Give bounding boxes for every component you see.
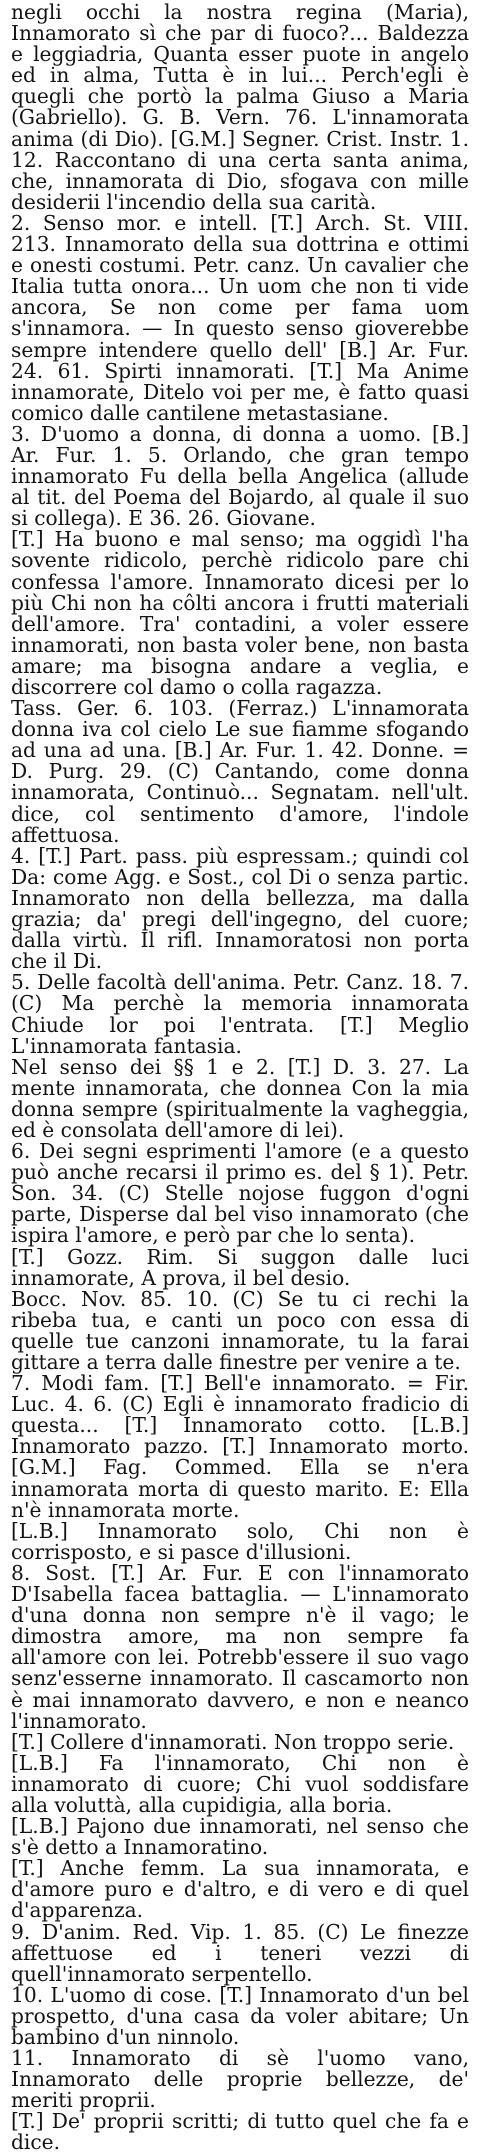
entry-paragraph: 4. [T.] Part. pass. più espressam.; quindi col Da: come Agg. e Sost., col Di o senza partic. Innamorato non della bellezza, ma dalla grazia; da' pregi dell'ingegno, del cuore; dalla virtù. Il rifl. Innamoratosi non porta che il Di. — [11, 843, 469, 974]
entry-paragraph: [T.] Collere d'innamorati. Non troppo serie. — [11, 1729, 455, 1754]
entry-paragraph: 11. Innamorato di sè l'uomo vano, Innamorato delle proprie bellezze, de' meriti proprii. — [11, 2046, 469, 2113]
entry-paragraph: [T.] De' proprii scritti; di tutto quel che fa e dice. — [11, 2109, 469, 2154]
entry-paragraph: [T.] Anche femm. La sua innamorata, e d'amore puro e d'altro, e di vero e di quel d'apparenza. — [11, 1856, 469, 1923]
entry-paragraph: Tass. Ger. 6. 103. (Ferraz.) L'innamorata donna iva col cielo Le sue fiamme sfogando ad una ad una. [B.] Ar. Fur. 1. 42. Donne. = D. Purg. 29. (C) Cantando, come donna innamorata, Continuò... Segnatam. nell'ult. dice, col sentimento d'amore, l'indole affettuosa. — [11, 696, 469, 847]
entry-paragraph: Nel senso dei §§ 1 e 2. [T.] D. 3. 27. La mente innamorata, che donnea Con la mia donna sempre (spiritualmente la vagheggia, ed è consolata dell'amore di lei). — [11, 1054, 469, 1142]
entry-paragraph: [L.B.] Pajono due innamorati, nel senso che s'è detto a Innamoratino. — [11, 1814, 469, 1860]
entry-paragraph: 6. Dei segni esprimenti l'amore (e a questo può anche recarsi il primo es. del § 1). Petr. Son. 34. (C) Stelle nojose fuggon d'ogni parte, Disperse dal bel viso innamorato (che ispira l'amore, e però par che lo senta). — [11, 1139, 469, 1248]
entry-paragraph: negli occhi la nostra regina (Maria), Innamorato sì che par di fuoco?... Baldezza e leggiadria, Quanta esser puote in angelo ed in alma, Tutta è in lui... Perch'egli è quegli che portò la palma Giuso a Maria (Gabriello). G. B. Vern. 76. L'innamorata anima (di Dio). [G.M.] Segner. Crist. Instr. 1. 12. Raccontano di una certa santa anima, che, innamorata di Dio, sfogava con mille desiderii l'incendio della sua carità. — [11, 0, 469, 214]
entry-paragraph: 2. Senso mor. e intell. [T.] Arch. St. VIII. 213. Innamorato della sua dottrina e ottimi e onesti costumi. Petr. canz. Un cavalier che Italia tutta onora... Un uom che non ti vide ancora, Se non come per fama uom s'innamora. — In questo senso gioverebbe sempre intendere quello dell' [B.] Ar. Fur. 24. 61. Spirti innamorati. [T.] Ma Anime innamorate, Ditelo voi per me, è fatto quasi comico dalle cantilene metastasiane. — [11, 210, 469, 425]
entry-paragraph: Bocc. Nov. 85. 10. (C) Se tu ci rechi la ribeba tua, e canti un poco con essa di quelle tue canzoni innamorate, tu la farai gittare a terra dalle finestre per venire a te. — [11, 1286, 469, 1374]
entry-paragraph: [T.] Gozz. Rim. Si suggon dalle luci innamorate, A prova, il bel desio. — [11, 1244, 469, 1290]
entry-paragraph: 8. Sost. [T.] Ar. Fur. E con l'innamorato D'Isabella facea battaglia. — L'innamorato d'una donna non sempre n'è il vago; le dimostra amore, ma non sempre fa all'amore con lei. Potrebb'essere il suo vago senz'esserne innamorato. Il cascamorto non è mai innamorato davvero, e non e neanco l'innamorato. — [11, 1560, 469, 1733]
entry-paragraph: [T.] Ha buono e mal senso; ma oggidì l'ha sovente ridicolo, perchè ridicolo pare chi confessa l'amore. Innamorato dicesi per lo più Chi non ha côlti ancora i frutti materiali dell'amore. Tra' contadini, a voler essere innamorati, non basta voler bene, non basta amare; ma bisogna andare a veglia, e discorrere col damo o colla ragazza. — [11, 527, 469, 699]
entry-paragraph: 10. L'uomo di cose. [T.] Innamorato d'un bel prospetto, d'una casa da voler abitare; Un bambino d'un ninnolo. — [11, 1982, 469, 2049]
entry-paragraph: 5. Delle facoltà dell'anima. Petr. Canz. 18. 7. (C) Ma perchè la memoria innamorata Chiude lor poi l'entrata. [T.] Meglio L'innamorata fantasia. — [11, 970, 469, 1058]
entry-paragraph: 7. Modi fam. [T.] Bell'e innamorato. = Fir. Luc. 4. 6. (C) Egli è innamorato fradicio di questa... [T.] Innamorato cotto. [L.B.] Innamorato pazzo. [T.] Innamorato morto. [G.M.] Fag. Commed. Ella se n'era innamorata morta di questo marito. E: Ella n'è innamorata morte. — [11, 1371, 469, 1522]
entry-paragraph: [L.B.] Innamorato solo, Chi non è corrisposto, e si pasce d'illusioni. — [11, 1518, 469, 1564]
entry-paragraph: 9. D'anim. Red. Vip. 1. 85. (C) Le finezze affettuose ed i teneri vezzi di quell'innamorato serpentello. — [11, 1919, 469, 1986]
entry-paragraph: [L.B.] Fa l'innamorato, Chi non è innamorato di cuore; Chi vuol soddisfare alla voluttà, alla cupidigia, alla boria. — [11, 1750, 469, 1817]
entry-paragraph: 3. D'uomo a donna, di donna a uomo. [B.] Ar. Fur. 1. 5. Orlando, che gran tempo innamorato Fu della bella Angelica (allude al tit. del Poema del Bojardo, al quale il suo si collega). E 36. 26. Giovane. — [11, 421, 469, 531]
